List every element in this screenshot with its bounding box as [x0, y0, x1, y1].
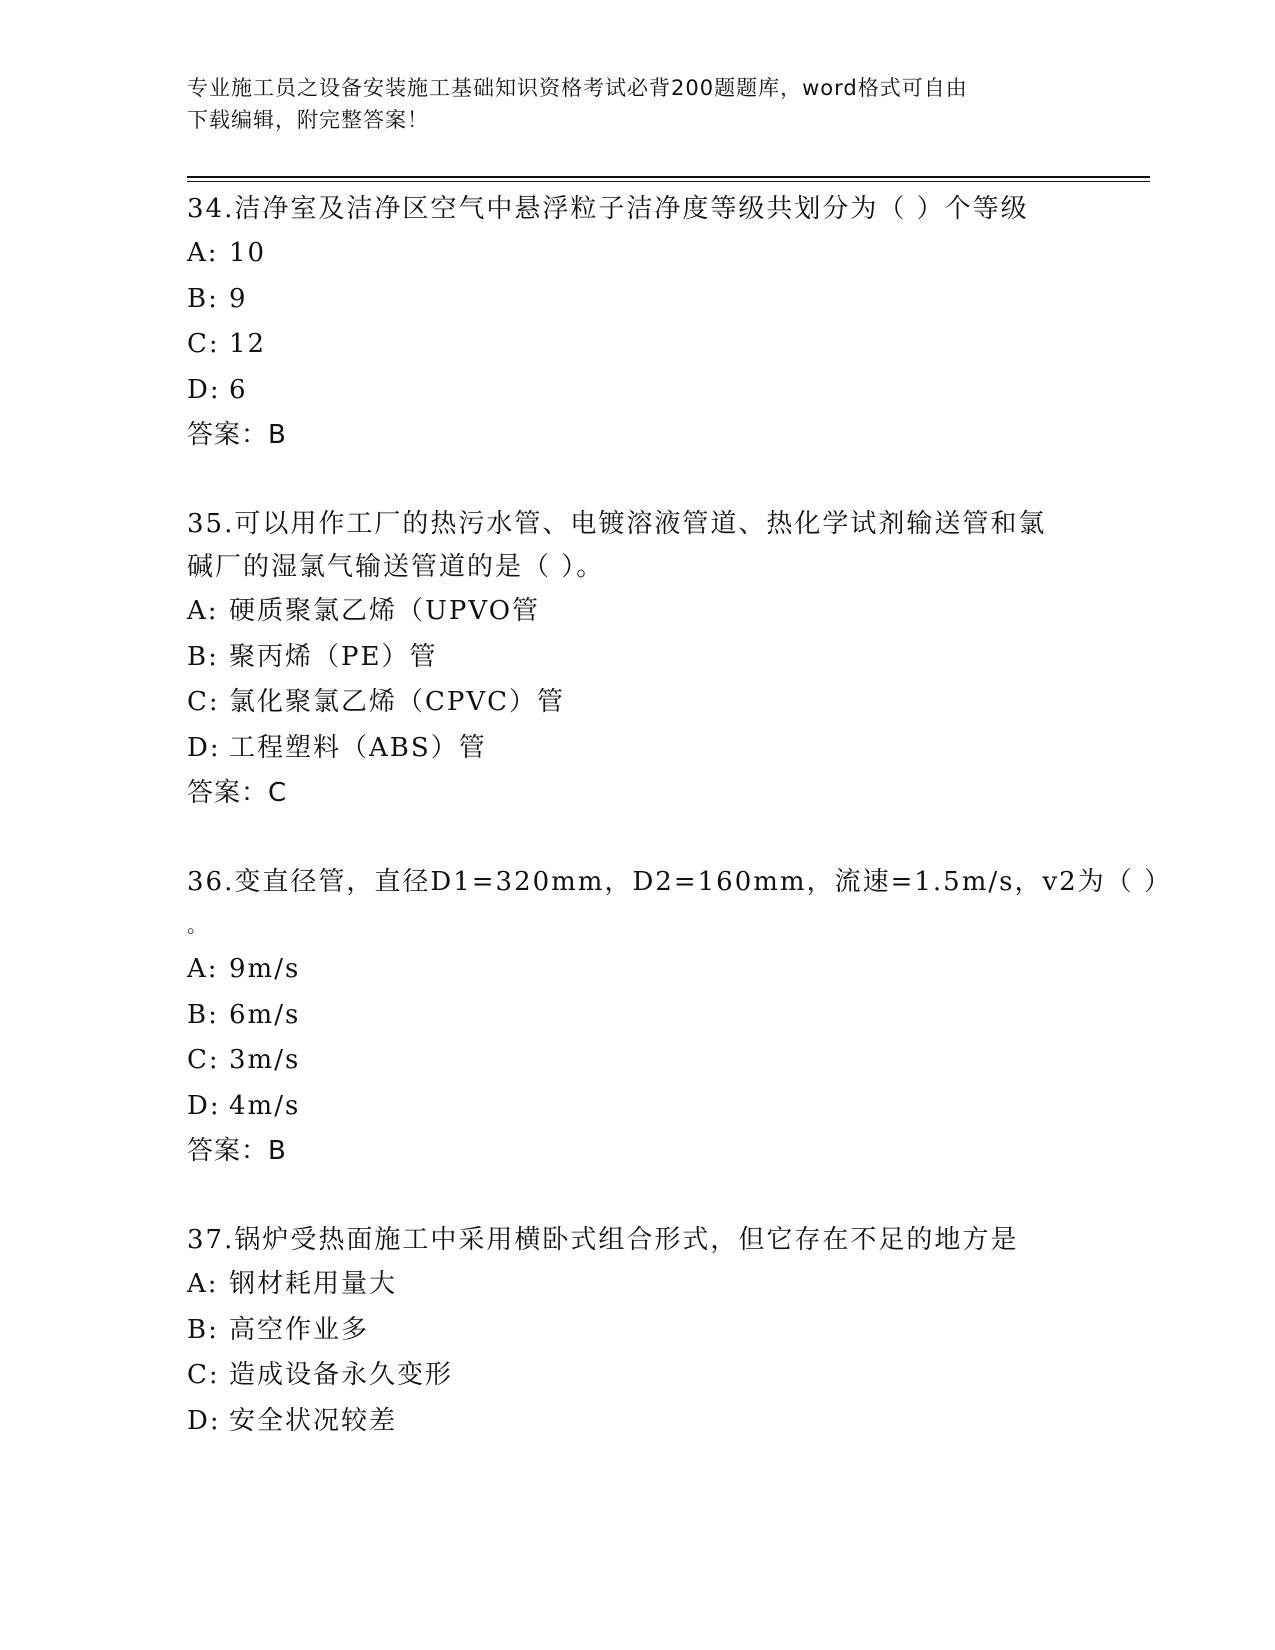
question-35 — [187, 503, 1087, 816]
header-line-2: 下载编辑，附完整答案！ — [187, 108, 429, 132]
question-36-answer: 答案：B — [187, 1136, 287, 1166]
option-label: A: — [187, 1269, 219, 1299]
option-label: C: — [187, 329, 220, 359]
question-35-option-d — [187, 726, 1087, 772]
question-35-answer: 答案：C — [187, 778, 288, 808]
option-label: D: — [187, 1090, 221, 1121]
question-37-text: 37.锅炉受热面施工中采用横卧式组合形式，但它存在不足的地方是 — [187, 1225, 1019, 1255]
option-label: D: — [187, 374, 221, 405]
question-34-option-b — [187, 277, 1087, 323]
option-text: 氯化聚氯乙烯（CPVC）管 — [229, 687, 566, 717]
header-divider-thin — [187, 181, 1150, 182]
option-label: A: — [187, 596, 219, 626]
option-label: B: — [187, 283, 219, 314]
option-text: 钢材耗用量大 — [229, 1269, 398, 1299]
question-36-option-d — [187, 1084, 1087, 1130]
option-label: C: — [187, 687, 220, 717]
option-text: 硬质聚氯乙烯（UPVO管 — [229, 596, 541, 626]
question-36-option-a — [187, 947, 1087, 993]
option-text: 10 — [229, 238, 267, 268]
option-label: D: — [187, 732, 221, 763]
option-text: 4m/s — [229, 1090, 301, 1121]
question-36-text-line-2: 。 — [187, 913, 209, 937]
option-text: 造成设备永久变形 — [229, 1360, 454, 1390]
question-spacer — [187, 458, 1087, 503]
option-label: A: — [187, 238, 219, 268]
option-label: C: — [187, 1045, 220, 1075]
option-text: 高空作业多 — [229, 1314, 370, 1345]
question-34-text: 34.洁净室及洁净区空气中悬浮粒子洁净度等级共划分为（ ）个等级 — [187, 194, 1029, 224]
question-34 — [187, 188, 1087, 458]
option-text: 聚丙烯（PE）管 — [229, 641, 438, 672]
question-37-option-c — [187, 1353, 1087, 1399]
option-text: 安全状况较差 — [229, 1405, 398, 1436]
question-spacer — [187, 816, 1087, 861]
option-label: D: — [187, 1405, 221, 1436]
option-text: 9m/s — [229, 954, 301, 984]
question-35-option-c — [187, 680, 1087, 726]
question-36-option-b — [187, 993, 1087, 1039]
option-text: 9 — [229, 283, 248, 314]
option-label: B: — [187, 1314, 219, 1345]
question-36-text-line-1: 36.变直径管，直径D1=320mm，D2=160mm，流速=1.5m/s，v2为（ ） — [187, 867, 1172, 897]
question-36-option-c — [187, 1038, 1087, 1084]
question-35-option-b — [187, 635, 1087, 681]
question-34-answer: 答案：B — [187, 420, 287, 450]
question-36 — [187, 861, 1172, 1174]
option-label: B: — [187, 641, 219, 672]
document-header — [187, 72, 1067, 136]
question-34-option-c — [187, 322, 1087, 368]
question-37 — [187, 1219, 1087, 1444]
question-37-option-d — [187, 1399, 1087, 1445]
option-text: 6 — [229, 374, 248, 405]
option-text: 工程塑料（ABS）管 — [229, 732, 487, 763]
question-34-option-d — [187, 368, 1087, 414]
question-35-text-line-1: 35.可以用作工厂的热污水管、电镀溶液管道、热化学试剂输送管和氯 — [187, 509, 1047, 539]
option-label: C: — [187, 1360, 220, 1390]
option-text: 12 — [229, 329, 267, 359]
option-label: B: — [187, 999, 219, 1030]
question-spacer — [187, 1174, 1087, 1219]
question-35-text-line-2: 碱厂的湿氯气输送管道的是（ ）。 — [187, 552, 605, 582]
question-list — [187, 188, 1172, 1444]
option-text: 6m/s — [229, 999, 301, 1030]
option-label: A: — [187, 954, 219, 984]
question-35-option-a — [187, 589, 1087, 635]
question-34-option-a — [187, 231, 1087, 277]
header-divider-thick — [187, 176, 1150, 178]
header-line-1: 专业施工员之设备安装施工基础知识资格考试必背200题题库，word格式可自由 — [187, 76, 968, 100]
question-37-option-a — [187, 1262, 1087, 1308]
question-37-option-b — [187, 1308, 1087, 1354]
option-text: 3m/s — [229, 1045, 301, 1075]
